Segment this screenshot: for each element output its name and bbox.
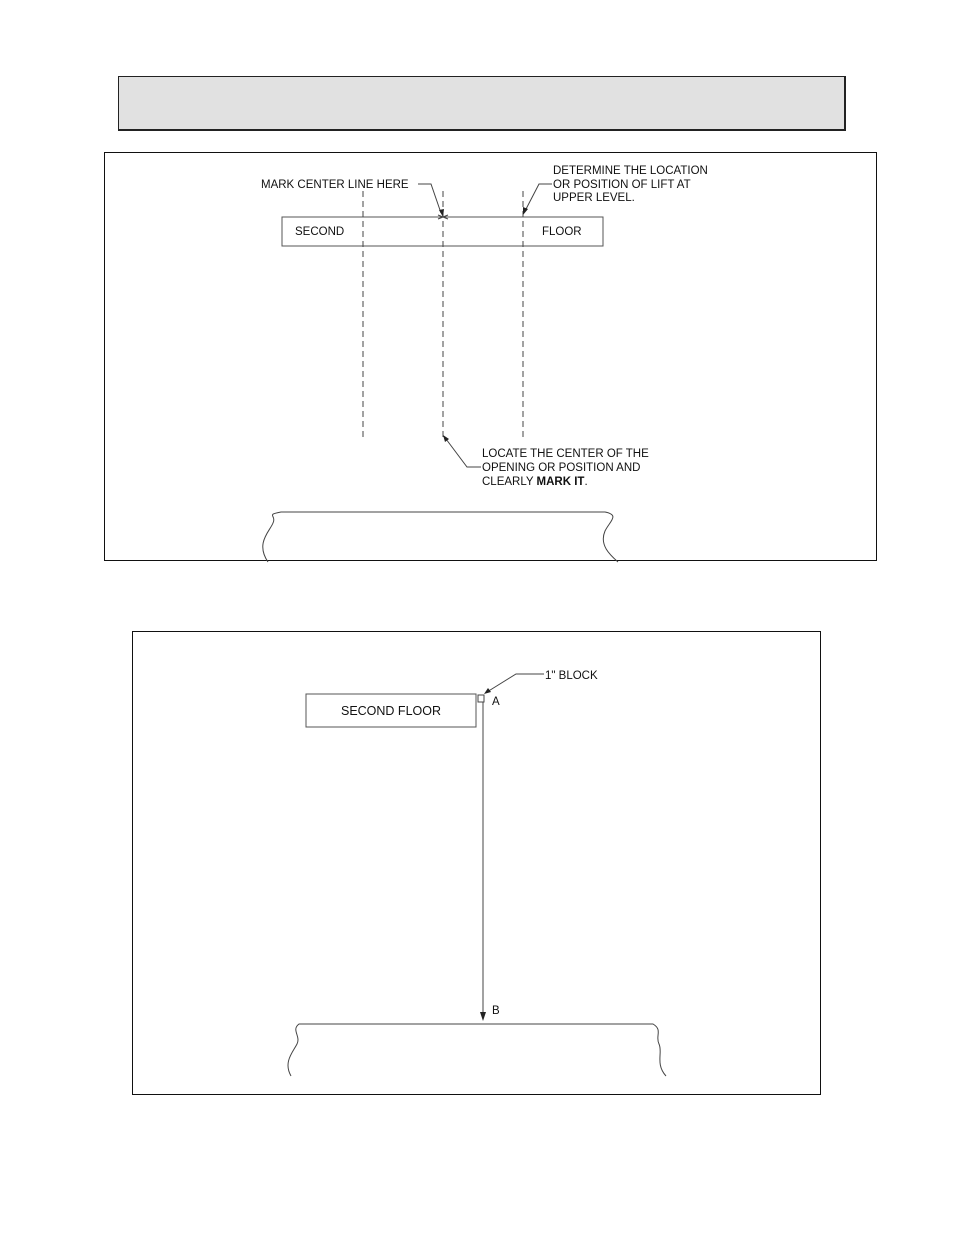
leader-locate-center: [446, 439, 481, 467]
callout-locate-line-1: LOCATE THE CENTER OF THE: [482, 448, 649, 460]
callout-locate-bold: MARK IT: [536, 476, 585, 488]
floor-label-left: SECOND: [295, 226, 345, 238]
floor-label-right: FLOOR: [542, 226, 582, 238]
callout-mark-center-line: MARK CENTER LINE HERE: [261, 179, 409, 191]
figure-2-diagram: [133, 632, 822, 1096]
figure-1-panel: [104, 152, 877, 561]
leader-block: [487, 674, 544, 692]
arrowhead-block: [484, 688, 491, 694]
callout-locate-line-3: [482, 476, 588, 488]
lower-floor-break-outline: [263, 512, 618, 562]
figure-1-diagram: [105, 153, 878, 562]
second-floor-label: SECOND FLOOR: [340, 704, 442, 718]
plumb-bob-arrow: [480, 1012, 486, 1021]
callout-upper-line-2: OR POSITION OF LIFT AT: [553, 179, 691, 191]
leader-upper-level: [525, 184, 552, 211]
header-bar: [118, 76, 846, 131]
callout-upper-line-3: UPPER LEVEL.: [553, 192, 635, 204]
leader-mark-center: [418, 184, 441, 213]
point-a-label: A: [492, 696, 500, 708]
arrowhead-upper-level: [523, 207, 528, 215]
lower-floor-break-outline: [288, 1024, 666, 1076]
callout-locate-plain: CLEARLY: [482, 476, 537, 488]
callout-upper-line-1: DETERMINE THE LOCATION: [553, 165, 708, 177]
block-label: 1" BLOCK: [545, 670, 598, 682]
point-b-label: B: [492, 1005, 500, 1017]
callout-locate-line-2: OPENING OR POSITION AND: [482, 462, 641, 474]
callout-locate-end: .: [584, 476, 588, 488]
arrowhead-locate-center: [443, 435, 449, 442]
figure-2-panel: [132, 631, 821, 1095]
one-inch-block: [478, 695, 484, 702]
